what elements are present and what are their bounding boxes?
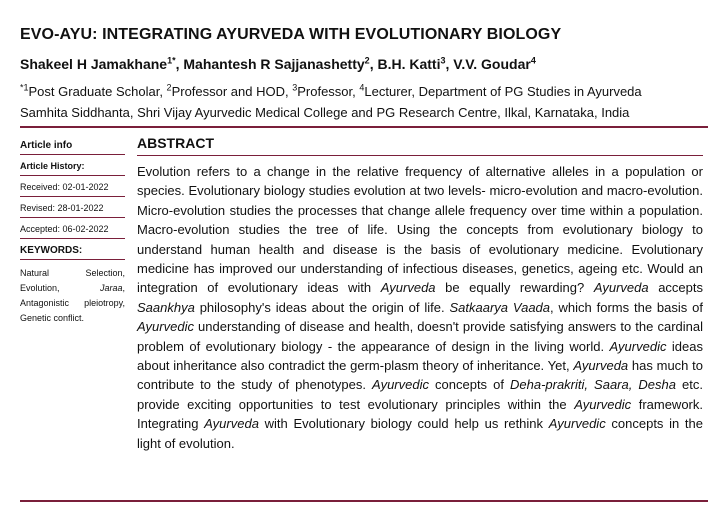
abstract-text: be equally rewarding? [435,280,594,296]
affiliations [20,81,710,123]
abstract-text: ideas about inheritance also contradict the germ-plasm theory of inheritance. Yet, [137,338,703,374]
received-date: Received: 02-01-2022 [20,176,125,197]
keywords-list [20,260,125,326]
affil-marker: *1 [20,82,29,93]
author-separator: , [175,56,184,72]
affil-marker: 2 [166,82,172,93]
keyword-text: Natural Selection, Evolution, [20,268,125,293]
footer-divider [20,500,708,502]
abstract-text: philosophy's ideas about the origin of life. [194,299,450,315]
author-separator: , [445,56,454,72]
affiliation-line-2: Samhita Siddhanta, Shri Vijay Ayurvedic Medical College and PG Research Centre, Ilkal, Karnataka, India [20,105,630,120]
abstract-text: concepts in the light of evolution. [137,416,703,451]
author-affil-marker: 4 [530,55,536,66]
affil-role: Professor and HOD, [171,84,293,99]
author-list [20,56,710,72]
abstract-text: , which forms the basis of [550,299,703,315]
paper-title: EVO-AYU: INTEGRATING AYURVEDA WITH EVOLUTIONARY BIOLOGY [20,26,562,43]
abstract-term: Ayurvedic [137,319,194,335]
abstract-text: has much to contribute to the study of phenotypes. [137,358,703,393]
abstract-text: concepts of [428,377,510,393]
author-affil-marker: 2 [364,55,370,66]
abstract-term: Ayurveda [380,280,436,296]
abstract-term: Ayurveda [204,416,259,432]
keywords-heading: KEYWORDS: [20,239,125,260]
abstract-text: etc. provide exciting opportunities to test evolutionary principles within the [137,377,703,412]
header-divider [20,126,708,128]
author-name: Shakeel H Jamakhane [20,56,168,72]
article-history-label: Article History: [20,155,125,176]
affil-marker: 4 [359,82,365,93]
abstract-text: with Evolutionary biology could help us rethink [258,416,549,432]
affil-role: Lecturer, Department of PG Studies in Ayurveda [364,84,642,99]
author-affil-marker: 1* [167,55,176,66]
article-info-sidebar [20,136,125,326]
author-separator: , [369,56,378,72]
affiliation-line-1 [20,81,710,102]
author-name: V.V. Goudar [453,56,531,72]
revised-date: Revised: 28-01-2022 [20,197,125,218]
keyword-text: , Antagonistic pleiotropy, Genetic conflict. [20,283,125,323]
abstract-text: framework. Integrating [137,396,703,432]
abstract-term: Deha-prakriti, Saara, Desha [509,377,676,393]
abstract-section [137,135,703,453]
abstract-term: Ayurveda [573,358,629,374]
author-affil-marker: 3 [440,55,446,66]
abstract-body [137,162,703,453]
affil-role: Professor, [297,84,360,99]
abstract-text: accepts [648,280,704,296]
accepted-date: Accepted: 06-02-2022 [20,218,125,239]
abstract-heading: ABSTRACT [137,135,703,156]
affil-marker: 3 [292,82,298,93]
abstract-term: Saankhya [137,299,195,315]
abstract-term: Ayurvedic [372,377,429,393]
abstract-text: Evolution refers to a change in the relative frequency of alternative alleles in a population or species. Evolutionary biology studies evolution at two levels- micro-evolution and macro-evolution. Micro-evolution studies the processes that change allele frequency over time within a population. Macro-evolution studies the tree of life. Using the concepts from evolutionary biology to understand human health and disease is the basis of evolutionary medicine. Evolutionary medicine has improved our understanding of infectious diseases, genetics, ageing etc. Would an integration of evolutionary ideas with [137,164,703,296]
abstract-text: understanding of disease and health, doesn't provide satisfying answers to the cardinal problem of evolutionary biology - the appearance of design in the living world. [137,319,703,354]
affil-role: Post Graduate Scholar, [28,84,167,99]
abstract-term: Ayurvedic [574,396,632,412]
author-name: B.H. Katti [377,56,441,72]
abstract-term: Ayurvedic [548,416,606,432]
abstract-term: Ayurvedic [609,338,667,354]
author-name: Mahantesh R Sajjanashetty [183,56,365,72]
keyword-text-italic: Jaraa [99,283,123,293]
abstract-term: Satkaarya Vaada [449,299,551,315]
article-info-heading: Article info [20,136,125,155]
abstract-term: Ayurveda [593,280,649,296]
